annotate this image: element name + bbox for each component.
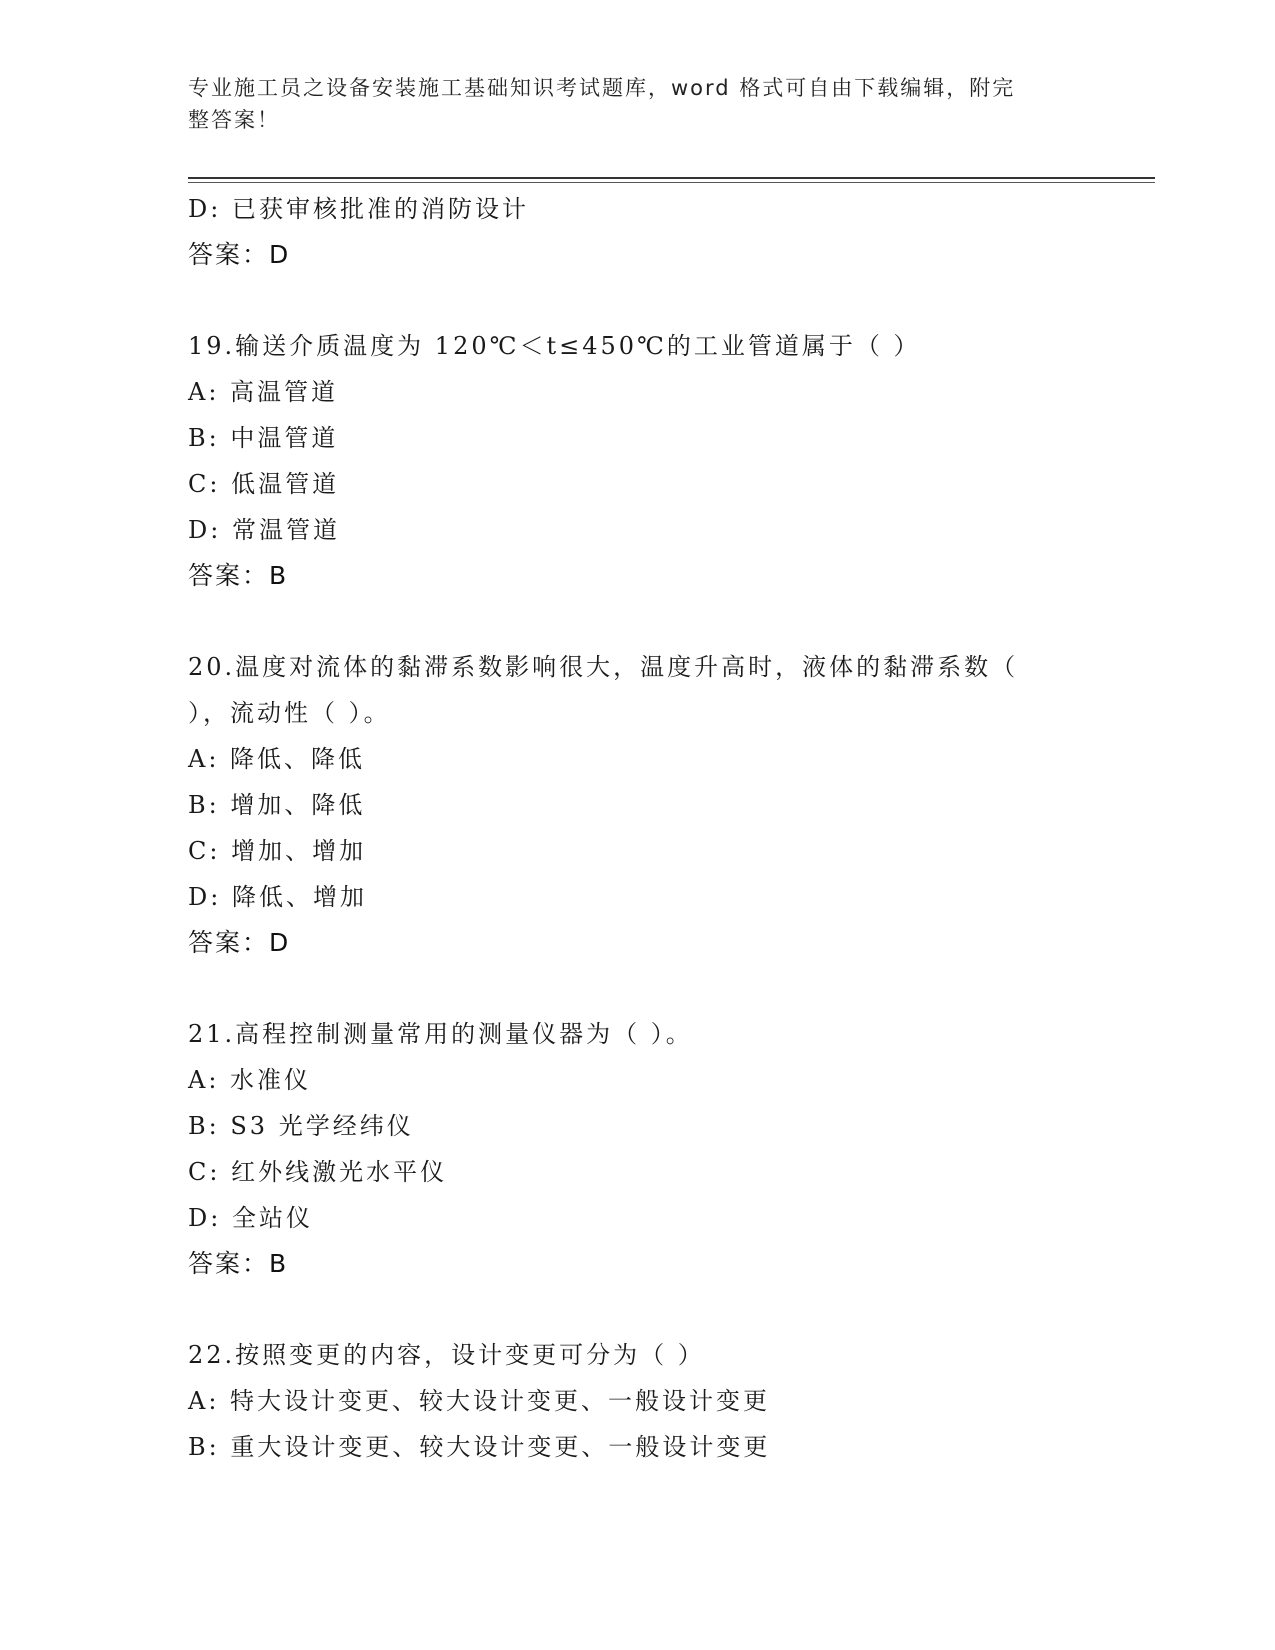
question-21-option-d: D: 全站仪	[188, 1204, 313, 1232]
question-20-stem-line-2: ），流动性（ ）。	[188, 699, 391, 727]
question-18-remainder	[188, 186, 1088, 278]
header-divider-thin	[188, 182, 1155, 183]
question-21-option-a: A: 水准仪	[188, 1066, 312, 1094]
question-18-option-d: D: 已获审核批准的消防设计	[188, 195, 529, 223]
question-20-answer: 答案：D	[188, 928, 291, 957]
question-20-option-a: A: 降低、降低	[188, 745, 366, 773]
question-21	[188, 1011, 1088, 1287]
question-19-option-c: C: 低温管道	[188, 470, 340, 498]
question-18-answer: 答案：D	[188, 240, 291, 269]
question-20	[188, 644, 1088, 966]
question-19-answer: 答案：B	[188, 561, 289, 590]
document-header	[188, 72, 1068, 136]
header-line-2: 整答案！	[188, 108, 280, 132]
question-22	[188, 1332, 1088, 1470]
header-divider-thick	[188, 177, 1155, 179]
question-21-option-b: B: S3 光学经纬仪	[188, 1112, 414, 1140]
question-20-option-b: B: 增加、降低	[188, 791, 366, 819]
question-19-option-a: A: 高温管道	[188, 378, 339, 406]
question-22-option-a: A: 特大设计变更、较大设计变更、一般设计变更	[188, 1387, 771, 1415]
question-22-option-b: B: 重大设计变更、较大设计变更、一般设计变更	[188, 1433, 771, 1461]
question-20-option-c: C: 增加、增加	[188, 837, 367, 865]
question-21-stem: 21.高程控制测量常用的测量仪器为（ ）。	[188, 1020, 693, 1048]
question-20-stem-line-1: 20.温度对流体的黏滞系数影响很大，温度升高时，液体的黏滞系数（	[188, 653, 1019, 681]
question-content	[188, 186, 1088, 1470]
question-19-option-b: B: 中温管道	[188, 424, 339, 452]
spacer	[188, 599, 1088, 644]
spacer	[188, 1287, 1088, 1332]
question-19	[188, 323, 1088, 599]
spacer	[188, 278, 1088, 323]
spacer	[188, 966, 1088, 1011]
question-21-answer: 答案：B	[188, 1249, 289, 1278]
question-19-stem: 19.输送介质温度为 120℃＜t≤450℃的工业管道属于（ ）	[188, 332, 921, 360]
question-22-stem: 22.按照变更的内容，设计变更可分为（ ）	[188, 1341, 705, 1369]
question-20-option-d: D: 降低、增加	[188, 883, 367, 911]
header-line-1: 专业施工员之设备安装施工基础知识考试题库，word 格式可自由下载编辑，附完	[188, 76, 1016, 100]
question-19-option-d: D: 常温管道	[188, 516, 340, 544]
question-21-option-c: C: 红外线激光水平仪	[188, 1158, 448, 1186]
